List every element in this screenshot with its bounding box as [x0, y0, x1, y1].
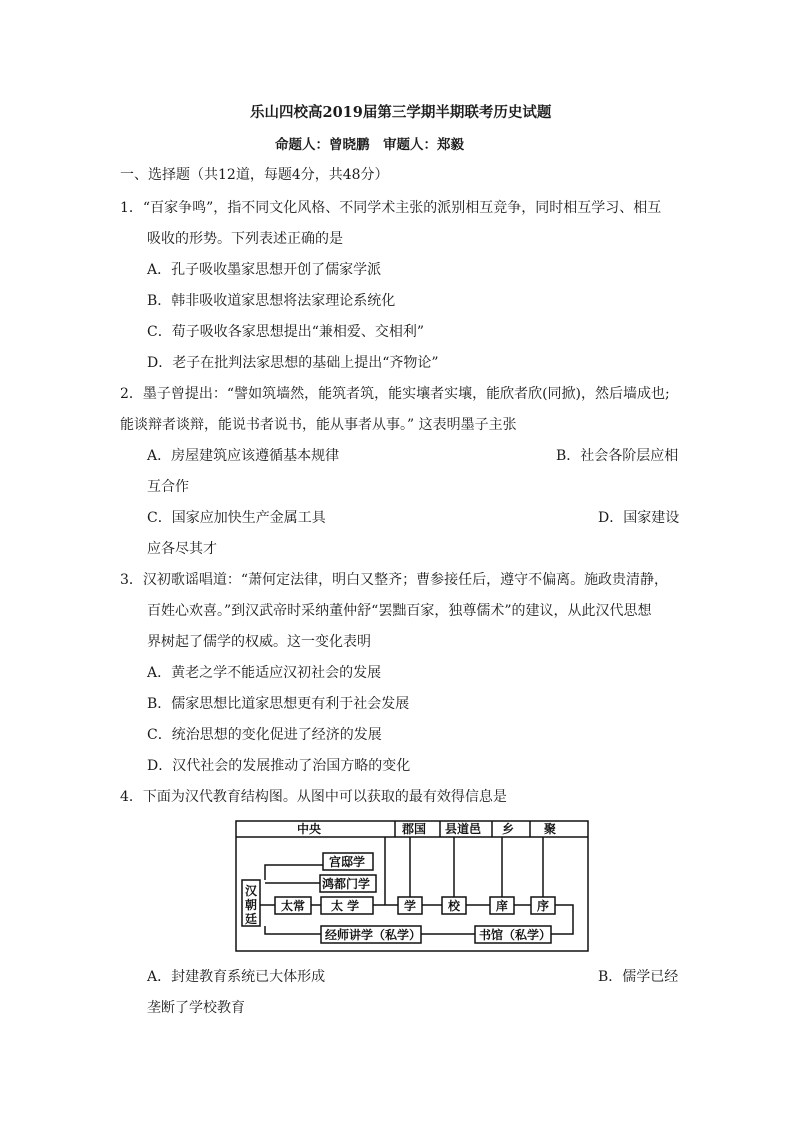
q1-option-a: A．孔子吸收墨家思想开创了儒家学派: [147, 262, 382, 278]
q2-stem-line2: 能谈辩者谈辩，能说书者说书，能从事者从事。” 这表明墨子主张: [120, 417, 517, 433]
q4-stem: 4．下面为汉代教育结构图。从图中可以获取的最有效得信息是: [120, 789, 507, 805]
han-education-structure-diagram: [235, 820, 591, 954]
q4-option-a: A．封建教育系统已大体形成: [147, 969, 326, 985]
q3-option-a: A．黄老之学不能适应汉初社会的发展: [147, 665, 382, 681]
q2-option-a: A．房屋建筑应该遵循基本规律: [147, 448, 340, 464]
q1-option-d: D．老子在批判法家思想的基础上提出“齐物论”: [147, 355, 439, 371]
diagram-gongdixue: 宫邸学: [329, 855, 366, 869]
q3-stem-line3: 界树起了儒学的权威。这一变化表明: [147, 634, 371, 650]
diagram-taichang: 太常: [281, 899, 306, 913]
diagram-xiao: 校: [448, 899, 461, 913]
diagram-xiang-school: 庠: [496, 899, 509, 913]
q1-option-c: C．荀子吸收各家思想提出“兼相爱、交相利”: [147, 324, 425, 340]
q2-option-d-line2: 应各尽其才: [147, 541, 217, 557]
diagram-header-xian: 县道邑: [445, 822, 482, 836]
authors-line: 命题人：曾晓鹏 审题人：郑毅: [275, 137, 464, 153]
q1-stem-line1: 1．“百家争鸣”，指不同文化风格、不同学术主张的派别相互竞争，同时相互学习、相互: [120, 200, 662, 216]
q3-stem-line2: 百姓心欢喜。”到汉武帝时采纳董仲舒“罢黜百家，独尊儒术”的建议，从此汉代思想: [147, 603, 652, 619]
q2-option-c: C．国家应加快生产金属工具: [147, 510, 326, 526]
q4-option-b-line1: B．儒学已经: [598, 969, 679, 985]
diagram-jingshi: 经师讲学（私学）: [325, 928, 422, 942]
q3-option-d: D．汉代社会的发展推动了治国方略的变化: [147, 758, 411, 774]
diagram-xu: 序: [537, 899, 550, 913]
diagram-han-court-3: 廷: [245, 912, 258, 926]
diagram-header-xiang: 乡: [502, 822, 515, 836]
diagram-header-ju: 聚: [544, 822, 557, 836]
diagram-xue: 学: [404, 899, 417, 913]
diagram-han-court-1: 汉: [245, 884, 258, 898]
q2-option-d-line1: D．国家建设: [598, 510, 680, 526]
diagram-header-central: 中央: [297, 822, 322, 836]
q2-stem-line1: 2．墨子曾提出：“譬如筑墙然，能筑者筑，能实壤者实壤，能欣者欣(同掀)，然后墙成也;: [120, 386, 670, 402]
q2-option-b-line1: B．社会各阶层应相: [556, 448, 679, 464]
q1-option-b: B．韩非吸收道家思想将法家理论系统化: [147, 293, 396, 309]
q1-stem-line2: 吸收的形势。下列表述正确的是: [147, 231, 343, 247]
q4-option-b-line2: 垄断了学校教育: [147, 1000, 245, 1016]
diagram-taixue: 太 学: [331, 899, 360, 913]
diagram-header-junguo: 郡国: [402, 822, 427, 836]
q3-option-b: B．儒家思想比道家思想更有利于社会发展: [147, 696, 410, 712]
page-title: 乐山四校高2019届第三学期半期联考历史试题: [250, 104, 552, 121]
diagram-shuguan: 书馆（私学）: [479, 928, 552, 942]
q2-option-b-line2: 互合作: [147, 479, 189, 495]
diagram-hongdumenxue: 鸿都门学: [322, 877, 371, 891]
diagram-han-court-2: 朝: [245, 898, 258, 912]
section-heading: 一、选择题（共12道，每题4分，共48分）: [120, 167, 389, 183]
q3-option-c: C．统治思想的变化促进了经济的发展: [147, 727, 382, 743]
q3-stem-line1: 3．汉初歌谣唱道：“萧何定法律，明白又整齐；曹参接任后，遵守不偏离。施政贵清静，: [120, 572, 669, 588]
